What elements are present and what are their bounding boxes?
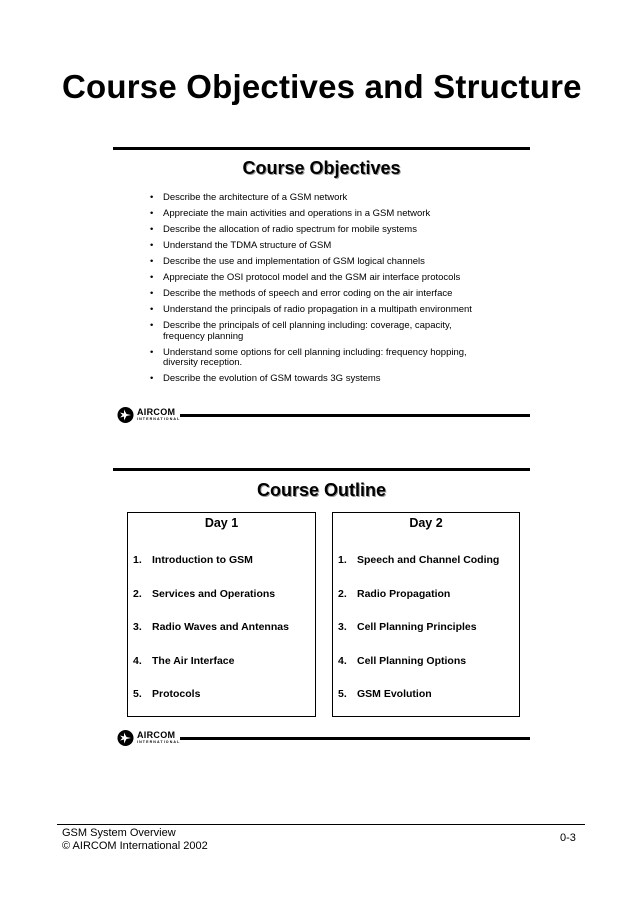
objective-text: Understand the TDMA structure of GSM — [163, 240, 332, 251]
brand-rule — [180, 414, 530, 417]
day2-item: 4. Cell Planning Options — [338, 655, 467, 667]
objective-item: • Appreciate the OSI protocol model and the GSM air interface protocols — [150, 272, 461, 283]
objective-item: • Describe the allocation of radio spectrum for mobile systems — [150, 224, 417, 235]
day1-item: 1. Introduction to GSM — [133, 554, 253, 566]
brand-rule — [180, 737, 530, 740]
objective-text: Describe the allocation of radio spectrum for mobile systems — [163, 224, 417, 235]
objective-item: • Describe the use and implementation of GSM logical channels — [150, 256, 425, 267]
objectives-brand-bar — [117, 406, 530, 424]
page-title: Course Objectives and Structure — [62, 68, 582, 105]
objectives-top-rule — [113, 147, 530, 150]
footer-info — [62, 827, 208, 853]
objective-text: Appreciate the OSI protocol model and the GSM air interface protocols — [163, 272, 461, 283]
objective-text: Understand the principals of radio propagation in a multipath environment — [163, 304, 472, 315]
footer-rule — [57, 824, 585, 825]
objective-item: • Appreciate the main activities and operations in a GSM network — [150, 208, 431, 219]
brand-subtitle: INTERNATIONAL — [137, 416, 181, 421]
day1-item: 5. Protocols — [133, 688, 201, 700]
objective-text: Understand some options for cell planning including: frequency hopping, diversity reception. — [163, 346, 467, 368]
day2-item: 5. GSM Evolution — [338, 688, 432, 700]
day2-box — [332, 512, 520, 717]
objective-text: Describe the methods of speech and error coding on the air interface — [163, 288, 453, 299]
objective-item: • Understand the principals of radio propagation in a multipath environment — [150, 304, 472, 315]
objective-item: • Understand some options for cell planning including: frequency hopping, diversity reception. — [150, 346, 467, 368]
outline-brand-bar — [117, 729, 530, 747]
outline-heading: Course Outline — [256, 480, 386, 500]
objectives-list — [150, 193, 510, 390]
objective-text: Describe the use and implementation of GSM logical channels — [163, 256, 425, 267]
day1-item: 2. Services and Operations — [133, 588, 276, 600]
outline-top-rule — [113, 468, 530, 471]
objective-text: Appreciate the main activities and operations in a GSM network — [163, 208, 431, 219]
day2-title: Day 2 — [409, 516, 443, 530]
objective-item: • Describe the evolution of GSM towards 3G systems — [150, 373, 381, 384]
objective-item: • Describe the architecture of a GSM network — [150, 192, 348, 203]
objectives-heading: Course Objectives — [242, 158, 401, 178]
day1-item: 3. Radio Waves and Antennas — [133, 621, 289, 633]
footer-page-number: 0-3 — [560, 832, 576, 844]
brand-name: AIRCOM — [137, 730, 176, 740]
day1-title: Day 1 — [204, 516, 239, 530]
footer-copyright: © AIRCOM International 2002 — [62, 840, 208, 852]
day1-box — [127, 512, 316, 717]
day2-item: 2. Radio Propagation — [338, 588, 451, 600]
objective-item: • Describe the principals of cell planning including: coverage, capacity, frequency planning — [150, 320, 452, 342]
day1-item: 4. The Air Interface — [133, 655, 235, 667]
objective-text: Describe the architecture of a GSM network — [163, 192, 348, 203]
objective-text: Describe the principals of cell planning including: coverage, capacity, frequency planning — [163, 320, 452, 342]
objective-item: • Describe the methods of speech and error coding on the air interface — [150, 288, 453, 299]
brand-subtitle: INTERNATIONAL — [137, 739, 181, 744]
objective-text: Describe the evolution of GSM towards 3G systems — [163, 373, 381, 384]
objective-item: • Understand the TDMA structure of GSM — [150, 240, 332, 251]
day2-item: 1. Speech and Channel Coding — [338, 554, 500, 566]
footer-document-title: GSM System Overview — [62, 827, 176, 839]
day2-item: 3. Cell Planning Principles — [338, 621, 477, 633]
brand-name: AIRCOM — [137, 407, 176, 417]
